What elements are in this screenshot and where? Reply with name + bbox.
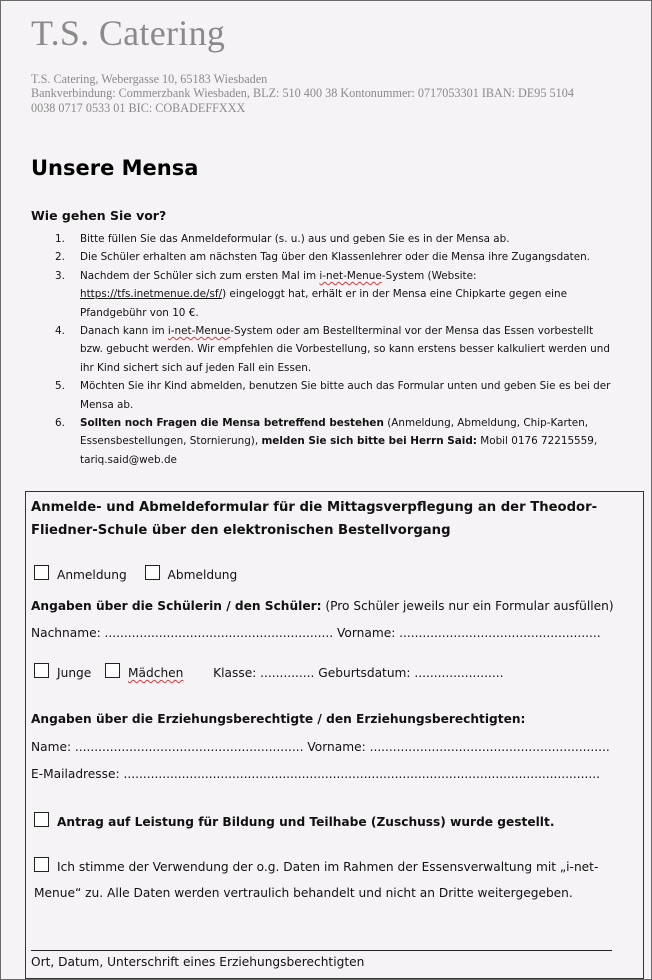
- email-row[interactable]: E-Mailadresse: ...........................................................................................................................: [31, 767, 600, 781]
- abmeldung-label: Abmeldung: [167, 568, 238, 582]
- gender-class-row: [34, 663, 504, 680]
- signature-line[interactable]: [31, 950, 612, 951]
- list-item: 2. Die Schüler erhalten am nächsten Tag über den Klassenlehrer oder die Mensa ihre Zugangsdaten.: [55, 251, 590, 264]
- list-item: 1. Bitte füllen Sie das Anmeldeformular (s. u.) aus und geben Sie es in der Mensa ab.: [55, 233, 510, 245]
- class-birthdate-fields[interactable]: Klasse: .............. Geburtsdatum: .......................: [213, 666, 504, 680]
- guardian-name-row[interactable]: Name: ........................................................... Vorname: ..............................................................: [31, 740, 610, 754]
- section-subtitle: Wie gehen Sie vor?: [31, 208, 167, 223]
- address-line: T.S. Catering, Webergasse 10, 65183 Wiesbaden: [31, 72, 268, 86]
- list-item: 3. Nachdem der Schüler sich zum ersten Mal im i-net-Menue-System (Website: https://tfs.inetmenue.de/sf/) eingeloggt hat, erhält er in der Mensa eine Chipkarte gegen eine Pfandgebühr von 10 €.: [55, 269, 568, 319]
- bank-line-2: 0038 0717 0533 01 BIC: COBADEFFXXX: [31, 100, 246, 115]
- consent-row: [34, 854, 598, 906]
- company-address: [31, 72, 631, 115]
- antrag-label: Antrag auf Leistung für Bildung und Teilhabe (Zuschuss) wurde gestellt.: [57, 815, 555, 829]
- steps-list: [0, 230, 640, 469]
- registration-type-row: [34, 565, 237, 582]
- bank-line-1: Bankverbindung: Commerzbank Wiesbaden, BLZ: 510 400 38 Kontonummer: 0717053301 IBAN: DE95 5104: [31, 86, 574, 101]
- junge-checkbox[interactable]: [34, 663, 49, 678]
- guardian-heading: Angaben über die Erziehungsberechtigte / den Erziehungsberechtigten:: [31, 712, 526, 726]
- maedchen-label: Mädchen: [128, 666, 184, 680]
- antrag-row: [34, 812, 554, 829]
- form-title: Anmelde- und Abmeldeformular für die Mittagsverpflegung an der Theodor- Fliedner-Schule über den elektronischen Bestellvorgang: [31, 500, 598, 538]
- consent-label-line2: Menue“ zu. Alle Daten werden vertraulich behandelt und nicht an Dritte weitergegeben.: [34, 886, 573, 900]
- student-name-row[interactable]: Nachname: ........................................................... Vorname: ....................................................: [31, 626, 601, 640]
- maedchen-checkbox[interactable]: [105, 663, 120, 678]
- company-name: T.S. Catering: [31, 13, 226, 53]
- abmeldung-checkbox[interactable]: [145, 565, 160, 580]
- signature-label: Ort, Datum, Unterschrift eines Erziehungsberechtigten: [31, 955, 365, 969]
- list-item: 5. Möchten Sie ihr Kind abmelden, benutzen Sie bitte auch das Formular unten und geben Sie es bei der Mensa ab.: [55, 380, 611, 411]
- list-item: 6. Sollten noch Fragen die Mensa betreffend bestehen (Anmeldung, Abmeldung, Chip-Karten, Essensbestellungen, Stornierung), melden Sie sich bitte bei Herrn Said: Mobil 0176 72215559, tariq.said@web.de: [55, 417, 598, 466]
- consent-checkbox[interactable]: [34, 857, 49, 872]
- anmeldung-checkbox[interactable]: [34, 565, 49, 580]
- page-title: Unsere Mensa: [31, 156, 199, 180]
- list-item: 4. Danach kann im i-net-Menue-System oder am Bestellterminal vor der Mensa das Essen vorbestellt bzw. gebucht werden. Wir empfehlen die Vorbestellung, so kann erstens besser kalkuliert werden und ihr Kind sichert sich auf jeden Fall ein Essen.: [55, 325, 610, 374]
- junge-label: Junge: [57, 666, 92, 680]
- antrag-checkbox[interactable]: [34, 812, 49, 827]
- student-heading: Angaben über die Schülerin / den Schüler: (Pro Schüler jeweils nur ein Formular ausfüllen): [31, 599, 614, 613]
- contact-email: tariq.said@web.de: [80, 453, 177, 466]
- anmeldung-label: Anmeldung: [57, 568, 127, 582]
- consent-label-line1: Ich stimme der Verwendung der o.g. Daten im Rahmen der Essensverwaltung mit „i-net-: [57, 860, 599, 874]
- website-link[interactable]: https://tfs.inetmenue.de/sf/: [80, 288, 223, 301]
